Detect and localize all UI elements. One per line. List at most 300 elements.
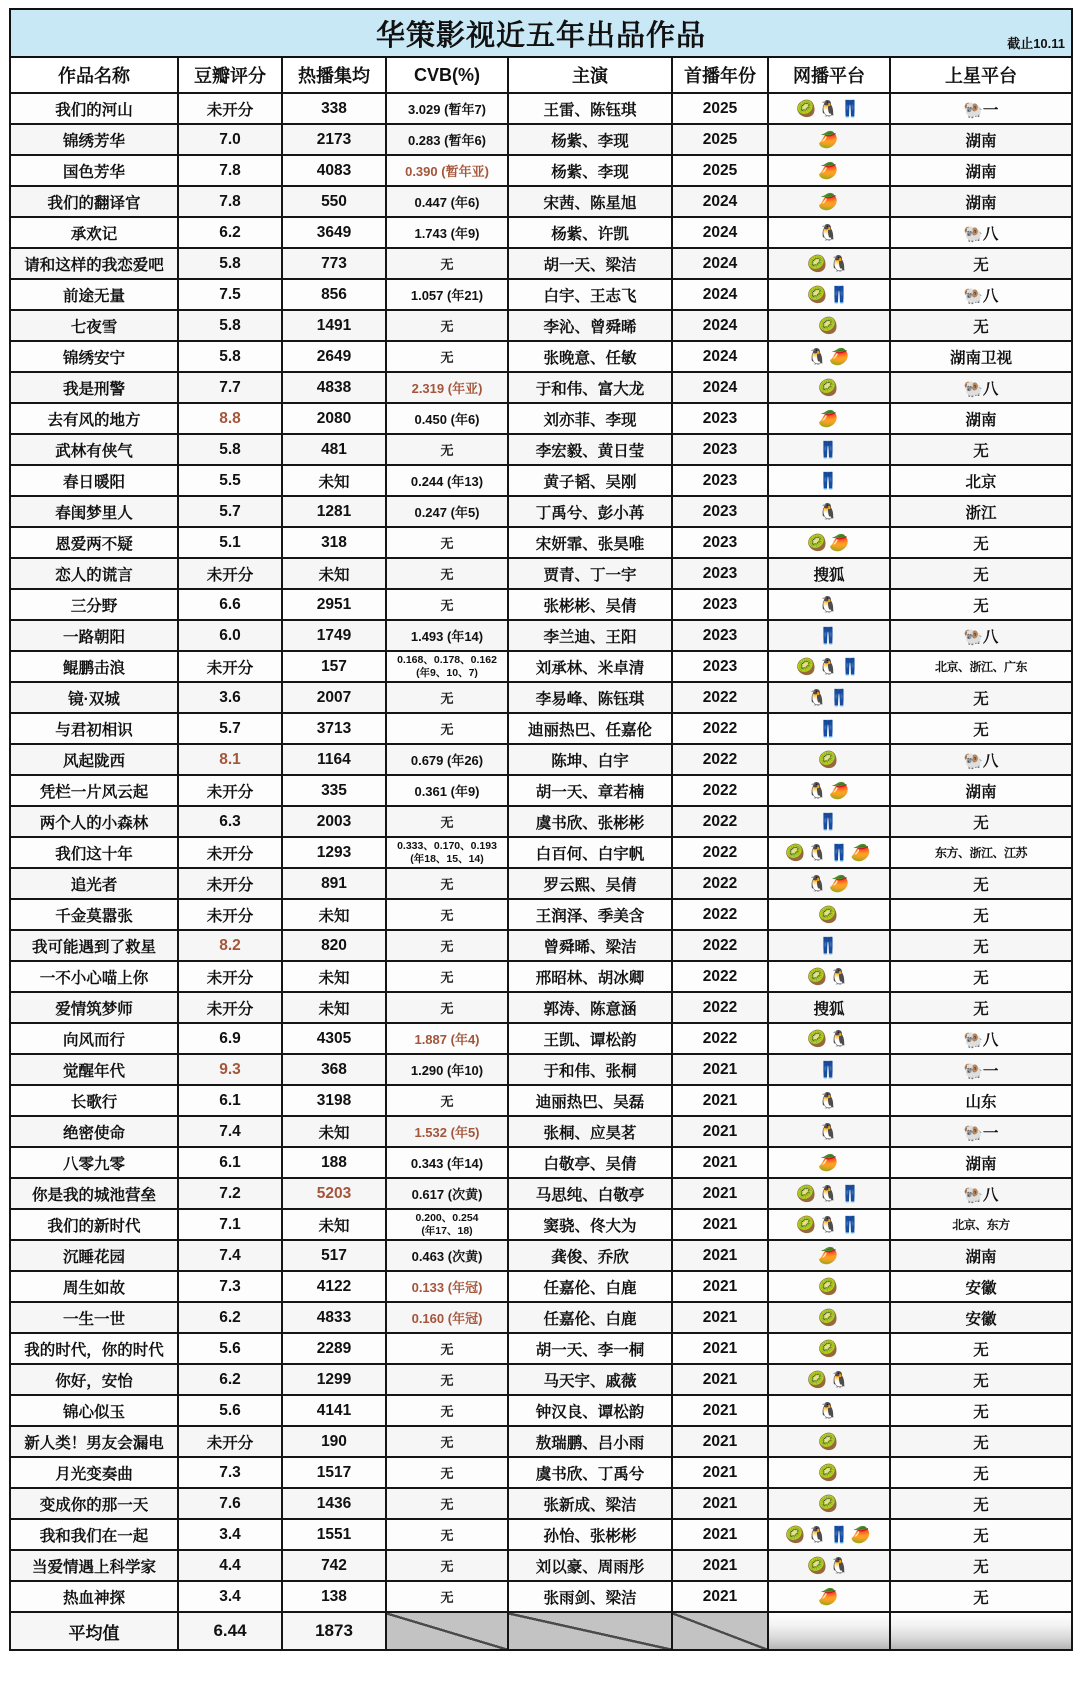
satellite-platform-cell: 无 (890, 1364, 1072, 1395)
douban-rating-cell: 未开分 (178, 868, 282, 899)
cvb-line1: 0.168、0.178、0.162 (397, 654, 497, 667)
penguin-icon: 🐧 (807, 844, 829, 862)
cast-cell: 于和伟、富大龙 (508, 372, 672, 403)
table-row (10, 1457, 1072, 1488)
hot-avg-cell: 3198 (282, 1085, 386, 1116)
satellite-platform-cell: 无 (890, 1519, 1072, 1550)
douban-rating-cell: 7.8 (178, 186, 282, 217)
title-cell: 与君初相识 (10, 713, 178, 744)
title-cell: 我们的翻译官 (10, 186, 178, 217)
web-platform-cell (768, 434, 890, 465)
column-header-3: CVB(%) (386, 57, 508, 93)
web-platform-cell: 搜狐 (768, 992, 890, 1023)
table-row (10, 961, 1072, 992)
douban-rating-cell: 7.0 (178, 124, 282, 155)
jeans-icon: 👖 (839, 658, 862, 676)
title-cell: 我们这十年 (10, 837, 178, 868)
jeans-icon: 👖 (818, 813, 840, 831)
average-cast-slash-cell (508, 1612, 672, 1650)
hot-avg-cell: 318 (282, 527, 386, 558)
satellite-platform-cell: 湖南 (890, 155, 1072, 186)
cvb-cell: 无 (386, 1426, 508, 1457)
cast-cell: 李兰迪、王阳 (508, 620, 672, 651)
cvb-cell: 无 (386, 589, 508, 620)
huace-productions-table-wrap (9, 8, 1071, 1651)
satellite-platform-cell: 湖南 (890, 1147, 1072, 1178)
satellite-platform-cell: 无 (890, 1333, 1072, 1364)
table-row (10, 403, 1072, 434)
web-platform-cell (768, 868, 890, 899)
title-cell: 凭栏一片风云起 (10, 775, 178, 806)
table-row (10, 124, 1072, 155)
table-row (10, 930, 1072, 961)
web-platform-cell (768, 682, 890, 713)
cast-cell: 张彬彬、吴倩 (508, 589, 672, 620)
table-row (10, 1488, 1072, 1519)
year-cell: 2021 (672, 1147, 768, 1178)
cvb-cell (386, 837, 508, 868)
cast-cell: 王凯、谭松韵 (508, 1023, 672, 1054)
penguin-icon: 🐧 (818, 1185, 840, 1203)
cvb-cell: 无 (386, 961, 508, 992)
web-platform-cell (768, 248, 890, 279)
cast-cell: 陈坤、白宇 (508, 744, 672, 775)
title-cell: 一生一世 (10, 1302, 178, 1333)
cast-cell: 王雷、陈钰琪 (508, 93, 672, 124)
douban-rating-cell: 3.4 (178, 1519, 282, 1550)
year-cell: 2021 (672, 1333, 768, 1364)
satellite-platform-cell: 🐏一 (890, 1054, 1072, 1085)
satellite-platform-cell: 无 (890, 713, 1072, 744)
cvb-cell: 无 (386, 527, 508, 558)
satellite-platform-cell: 浙江 (890, 496, 1072, 527)
satellite-platform-cell: 无 (890, 310, 1072, 341)
cast-cell: 任嘉伦、白鹿 (508, 1302, 672, 1333)
penguin-icon: 🐧 (829, 1557, 851, 1575)
cast-cell: 宋妍霏、张昊唯 (508, 527, 672, 558)
cast-cell: 胡一天、梁洁 (508, 248, 672, 279)
year-cell: 2023 (672, 434, 768, 465)
web-platform-cell (768, 806, 890, 837)
kiwi-icon: 🥝 (818, 1433, 840, 1451)
satellite-platform-cell: 🐏八 (890, 1178, 1072, 1209)
douban-rating-cell: 未开分 (178, 93, 282, 124)
title-cell: 春闺梦里人 (10, 496, 178, 527)
douban-rating-cell: 5.5 (178, 465, 282, 496)
title-cell: 周生如故 (10, 1271, 178, 1302)
cvb-cell: 1.493 (年14) (386, 620, 508, 651)
cvb-cell: 无 (386, 1333, 508, 1364)
satellite-platform-cell: 无 (890, 961, 1072, 992)
cast-cell: 胡一天、章若楠 (508, 775, 672, 806)
year-cell: 2022 (672, 775, 768, 806)
cvb-cell: 3.029 (暂年7) (386, 93, 508, 124)
douban-rating-cell: 6.2 (178, 1364, 282, 1395)
mango-icon: 🥭 (829, 875, 851, 893)
cvb-cell: 0.283 (暂年6) (386, 124, 508, 155)
douban-rating-cell: 7.3 (178, 1271, 282, 1302)
satellite-platform-cell: 山东 (890, 1085, 1072, 1116)
web-platform-cell (768, 837, 890, 868)
ram-icon: 🐏 (963, 752, 983, 770)
douban-rating-cell: 7.3 (178, 1457, 282, 1488)
web-platform-cell (768, 713, 890, 744)
mango-icon: 🥭 (850, 1526, 873, 1544)
douban-rating-cell: 未开分 (178, 775, 282, 806)
cast-cell: 白敬亭、吴倩 (508, 1147, 672, 1178)
cast-cell: 李易峰、陈钰琪 (508, 682, 672, 713)
cvb-cell: 0.247 (年5) (386, 496, 508, 527)
penguin-icon: 🐧 (807, 782, 829, 800)
douban-rating-cell: 8.8 (178, 403, 282, 434)
mango-icon: 🥭 (829, 534, 851, 552)
cvb-cell: 0.617 (次黄) (386, 1178, 508, 1209)
hot-avg-cell: 2173 (282, 124, 386, 155)
hot-avg-cell: 4305 (282, 1023, 386, 1054)
title-cell: 承欢记 (10, 217, 178, 248)
cvb-cell: 无 (386, 806, 508, 837)
cast-cell: 王润泽、季美含 (508, 899, 672, 930)
jeans-icon: 👖 (818, 627, 840, 645)
kiwi-icon: 🥝 (807, 286, 829, 304)
satellite-platform-cell: 无 (890, 589, 1072, 620)
year-cell: 2023 (672, 496, 768, 527)
satellite-platform-cell: 无 (890, 1457, 1072, 1488)
penguin-icon: 🐧 (818, 1092, 840, 1110)
column-header-4: 主演 (508, 57, 672, 93)
kiwi-icon: 🥝 (818, 1495, 840, 1513)
satellite-platform-cell: 无 (890, 1581, 1072, 1612)
title-cell: 八零九零 (10, 1147, 178, 1178)
hot-avg-cell: 未知 (282, 558, 386, 589)
table-row (10, 1550, 1072, 1581)
year-cell: 2023 (672, 589, 768, 620)
web-platform-cell (768, 372, 890, 403)
cast-cell: 邢昭林、胡冰卿 (508, 961, 672, 992)
ram-icon: 🐏 (963, 1031, 983, 1049)
hot-avg-cell: 4083 (282, 155, 386, 186)
cast-cell: 李宏毅、黄日莹 (508, 434, 672, 465)
satellite-platform-cell: 北京 (890, 465, 1072, 496)
jeans-icon: 👖 (839, 100, 862, 118)
year-cell: 2021 (672, 1395, 768, 1426)
cvb-cell: 无 (386, 434, 508, 465)
jeans-icon: 👖 (818, 720, 840, 738)
web-platform-cell (768, 93, 890, 124)
web-platform-cell (768, 310, 890, 341)
title-cell: 沉睡花园 (10, 1240, 178, 1271)
cvb-cell: 无 (386, 558, 508, 589)
douban-rating-cell: 未开分 (178, 992, 282, 1023)
cast-cell: 贾青、丁一宇 (508, 558, 672, 589)
web-platform-cell (768, 186, 890, 217)
web-platform-cell (768, 1147, 890, 1178)
ram-icon: 🐏 (963, 1124, 983, 1142)
table-row (10, 558, 1072, 589)
hot-avg-cell: 4833 (282, 1302, 386, 1333)
cvb-cell: 无 (386, 899, 508, 930)
table-row (10, 620, 1072, 651)
penguin-icon: 🐧 (807, 689, 829, 707)
cvb-cell: 1.743 (年9) (386, 217, 508, 248)
hot-avg-cell: 1517 (282, 1457, 386, 1488)
year-cell: 2022 (672, 930, 768, 961)
year-cell: 2021 (672, 1550, 768, 1581)
cvb-cell: 0.679 (年26) (386, 744, 508, 775)
title-cell: 锦心似玉 (10, 1395, 178, 1426)
hot-avg-cell: 742 (282, 1550, 386, 1581)
web-platform-cell (768, 527, 890, 558)
hot-avg-cell: 1749 (282, 620, 386, 651)
title-cell: 国色芳华 (10, 155, 178, 186)
satellite-platform-cell: 无 (890, 1550, 1072, 1581)
table-row (10, 186, 1072, 217)
year-cell: 2022 (672, 868, 768, 899)
title-cell: 镜·双城 (10, 682, 178, 713)
cvb-cell: 1.887 (年4) (386, 1023, 508, 1054)
web-platform-cell (768, 1023, 890, 1054)
cvb-cell: 0.390 (暂年亚) (386, 155, 508, 186)
column-header-7: 上星平台 (890, 57, 1072, 93)
hot-avg-cell: 2080 (282, 403, 386, 434)
kiwi-icon: 🥝 (796, 1185, 819, 1203)
title-cell: 热血神探 (10, 1581, 178, 1612)
cast-cell: 杨紫、许凯 (508, 217, 672, 248)
cvb-line2: (年17、18) (421, 1224, 473, 1237)
satellite-platform-cell: 湖南 (890, 124, 1072, 155)
ram-icon: 🐏 (963, 101, 983, 119)
cvb-cell: 无 (386, 868, 508, 899)
title-cell: 我是刑警 (10, 372, 178, 403)
year-cell: 2024 (672, 186, 768, 217)
cutoff-note: 截止10.11 (1007, 36, 1066, 51)
year-cell: 2021 (672, 1581, 768, 1612)
penguin-icon: 🐧 (807, 1526, 829, 1544)
hot-avg-cell: 368 (282, 1054, 386, 1085)
table-row (10, 1085, 1072, 1116)
title-cell: 武林有侠气 (10, 434, 178, 465)
cvb-cell: 无 (386, 248, 508, 279)
hot-avg-cell: 517 (282, 1240, 386, 1271)
douban-rating-cell: 5.8 (178, 310, 282, 341)
hot-avg-cell: 3649 (282, 217, 386, 248)
web-platform-cell (768, 1302, 890, 1333)
ram-icon: 🐏 (963, 1186, 983, 1204)
table-row (10, 1209, 1072, 1240)
cvb-cell: 0.244 (年13) (386, 465, 508, 496)
satellite-platform-cell: 北京、东方 (890, 1209, 1072, 1240)
cvb-line1: 0.333、0.170、0.193 (397, 840, 497, 853)
hot-avg-cell: 2003 (282, 806, 386, 837)
table-title-cell (10, 9, 1072, 57)
table-row (10, 1023, 1072, 1054)
penguin-icon: 🐧 (807, 348, 829, 366)
cvb-line1: 0.200、0.254 (415, 1212, 479, 1225)
douban-rating-cell: 7.4 (178, 1116, 282, 1147)
satellite-platform-cell: 🐏八 (890, 372, 1072, 403)
title-cell: 我可能遇到了救星 (10, 930, 178, 961)
hot-avg-cell: 773 (282, 248, 386, 279)
jeans-icon: 👖 (818, 1061, 840, 1079)
table-row (10, 899, 1072, 930)
cast-cell: 窦骁、佟大为 (508, 1209, 672, 1240)
hot-avg-cell: 1491 (282, 310, 386, 341)
penguin-icon: 🐧 (829, 1371, 851, 1389)
year-cell: 2024 (672, 310, 768, 341)
web-platform-cell (768, 155, 890, 186)
kiwi-icon: 🥝 (807, 1557, 829, 1575)
table-row (10, 1271, 1072, 1302)
year-cell: 2024 (672, 248, 768, 279)
table-row (10, 713, 1072, 744)
year-cell: 2025 (672, 93, 768, 124)
penguin-icon: 🐧 (818, 1402, 840, 1420)
year-cell: 2022 (672, 899, 768, 930)
table-row (10, 651, 1072, 682)
cast-cell: 胡一天、李一桐 (508, 1333, 672, 1364)
hot-avg-cell: 190 (282, 1426, 386, 1457)
year-cell: 2021 (672, 1519, 768, 1550)
hot-avg-cell: 550 (282, 186, 386, 217)
web-platform-cell (768, 1271, 890, 1302)
web-platform-cell (768, 1364, 890, 1395)
table-row (10, 837, 1072, 868)
web-platform-cell (768, 217, 890, 248)
douban-rating-cell: 6.1 (178, 1147, 282, 1178)
cvb-cell: 0.447 (年6) (386, 186, 508, 217)
title-cell: 三分野 (10, 589, 178, 620)
satellite-platform-cell: 无 (890, 806, 1072, 837)
douban-rating-cell: 6.2 (178, 1302, 282, 1333)
table-row (10, 806, 1072, 837)
satellite-platform-cell: 湖南 (890, 186, 1072, 217)
table-row (10, 155, 1072, 186)
cast-cell: 钟汉良、谭松韵 (508, 1395, 672, 1426)
table-row (10, 1240, 1072, 1271)
page-title: 华策影视近五年出品作品 (376, 19, 707, 52)
hot-avg-cell: 1164 (282, 744, 386, 775)
cvb-cell: 无 (386, 310, 508, 341)
column-header-5: 首播年份 (672, 57, 768, 93)
web-platform-cell (768, 496, 890, 527)
penguin-icon: 🐧 (829, 968, 851, 986)
douban-rating-cell: 6.2 (178, 217, 282, 248)
ram-icon: 🐏 (963, 287, 983, 305)
title-cell: 追光者 (10, 868, 178, 899)
cast-cell: 杨紫、李现 (508, 155, 672, 186)
satellite-platform-cell: 无 (890, 1395, 1072, 1426)
jeans-icon: 👖 (829, 1526, 851, 1544)
penguin-icon: 🐧 (818, 596, 840, 614)
mango-icon: 🥭 (818, 193, 840, 211)
average-hot-cell: 1873 (282, 1612, 386, 1650)
ram-icon: 🐏 (963, 628, 983, 646)
web-platform-cell (768, 341, 890, 372)
cast-cell: 宋茜、陈星旭 (508, 186, 672, 217)
hot-avg-cell: 856 (282, 279, 386, 310)
hot-avg-cell: 2007 (282, 682, 386, 713)
cast-cell: 敖瑞鹏、吕小雨 (508, 1426, 672, 1457)
douban-rating-cell: 6.9 (178, 1023, 282, 1054)
douban-rating-cell: 7.5 (178, 279, 282, 310)
web-platform-cell (768, 1457, 890, 1488)
web-platform-cell (768, 1488, 890, 1519)
douban-rating-cell: 7.8 (178, 155, 282, 186)
jeans-icon: 👖 (839, 1216, 862, 1234)
table-row (10, 496, 1072, 527)
douban-rating-cell: 7.4 (178, 1240, 282, 1271)
web-platform-cell (768, 620, 890, 651)
cvb-cell: 0.133 (年冠) (386, 1271, 508, 1302)
title-cell: 向风而行 (10, 1023, 178, 1054)
hot-avg-cell: 2649 (282, 341, 386, 372)
year-cell: 2022 (672, 806, 768, 837)
kiwi-icon: 🥝 (796, 1216, 819, 1234)
table-row (10, 744, 1072, 775)
douban-rating-cell: 7.6 (178, 1488, 282, 1519)
cvb-cell: 无 (386, 1550, 508, 1581)
mango-icon: 🥭 (818, 162, 840, 180)
table-row (10, 217, 1072, 248)
web-platform-cell (768, 1519, 890, 1550)
table-row (10, 279, 1072, 310)
title-cell: 两个人的小森林 (10, 806, 178, 837)
cvb-cell: 无 (386, 992, 508, 1023)
title-cell: 鲲鹏击浪 (10, 651, 178, 682)
table-row (10, 1519, 1072, 1550)
hot-avg-cell: 1299 (282, 1364, 386, 1395)
cast-cell: 郭涛、陈意涵 (508, 992, 672, 1023)
douban-rating-cell: 7.1 (178, 1209, 282, 1240)
web-platform-cell (768, 930, 890, 961)
web-platform-cell (768, 1426, 890, 1457)
kiwi-icon: 🥝 (807, 534, 829, 552)
satellite-platform-cell: 无 (890, 434, 1072, 465)
web-platform-cell (768, 403, 890, 434)
cvb-cell: 0.361 (年9) (386, 775, 508, 806)
hot-avg-cell: 4141 (282, 1395, 386, 1426)
kiwi-icon: 🥝 (818, 1340, 840, 1358)
satellite-platform-cell: 🐏八 (890, 744, 1072, 775)
cvb-cell: 1.532 (年5) (386, 1116, 508, 1147)
cast-cell: 丁禹兮、彭小苒 (508, 496, 672, 527)
title-cell: 我们的河山 (10, 93, 178, 124)
hot-avg-cell: 3713 (282, 713, 386, 744)
kiwi-icon: 🥝 (807, 255, 829, 273)
hot-avg-cell: 1436 (282, 1488, 386, 1519)
year-cell: 2024 (672, 372, 768, 403)
web-platform-cell (768, 589, 890, 620)
douban-rating-cell: 未开分 (178, 1426, 282, 1457)
hot-avg-cell: 未知 (282, 465, 386, 496)
satellite-platform-cell: 🐏八 (890, 620, 1072, 651)
douban-rating-cell: 5.7 (178, 713, 282, 744)
table-title-row (10, 9, 1072, 57)
hot-avg-cell: 820 (282, 930, 386, 961)
hot-avg-cell: 138 (282, 1581, 386, 1612)
table-row (10, 775, 1072, 806)
kiwi-icon: 🥝 (818, 379, 840, 397)
table-row (10, 465, 1072, 496)
cast-cell: 迪丽热巴、吴磊 (508, 1085, 672, 1116)
cast-cell: 迪丽热巴、任嘉伦 (508, 713, 672, 744)
title-cell: 你是我的城池营垒 (10, 1178, 178, 1209)
title-cell: 长歌行 (10, 1085, 178, 1116)
web-platform-cell (768, 1085, 890, 1116)
year-cell: 2022 (672, 744, 768, 775)
penguin-icon: 🐧 (818, 1123, 840, 1141)
douban-rating-cell: 9.3 (178, 1054, 282, 1085)
